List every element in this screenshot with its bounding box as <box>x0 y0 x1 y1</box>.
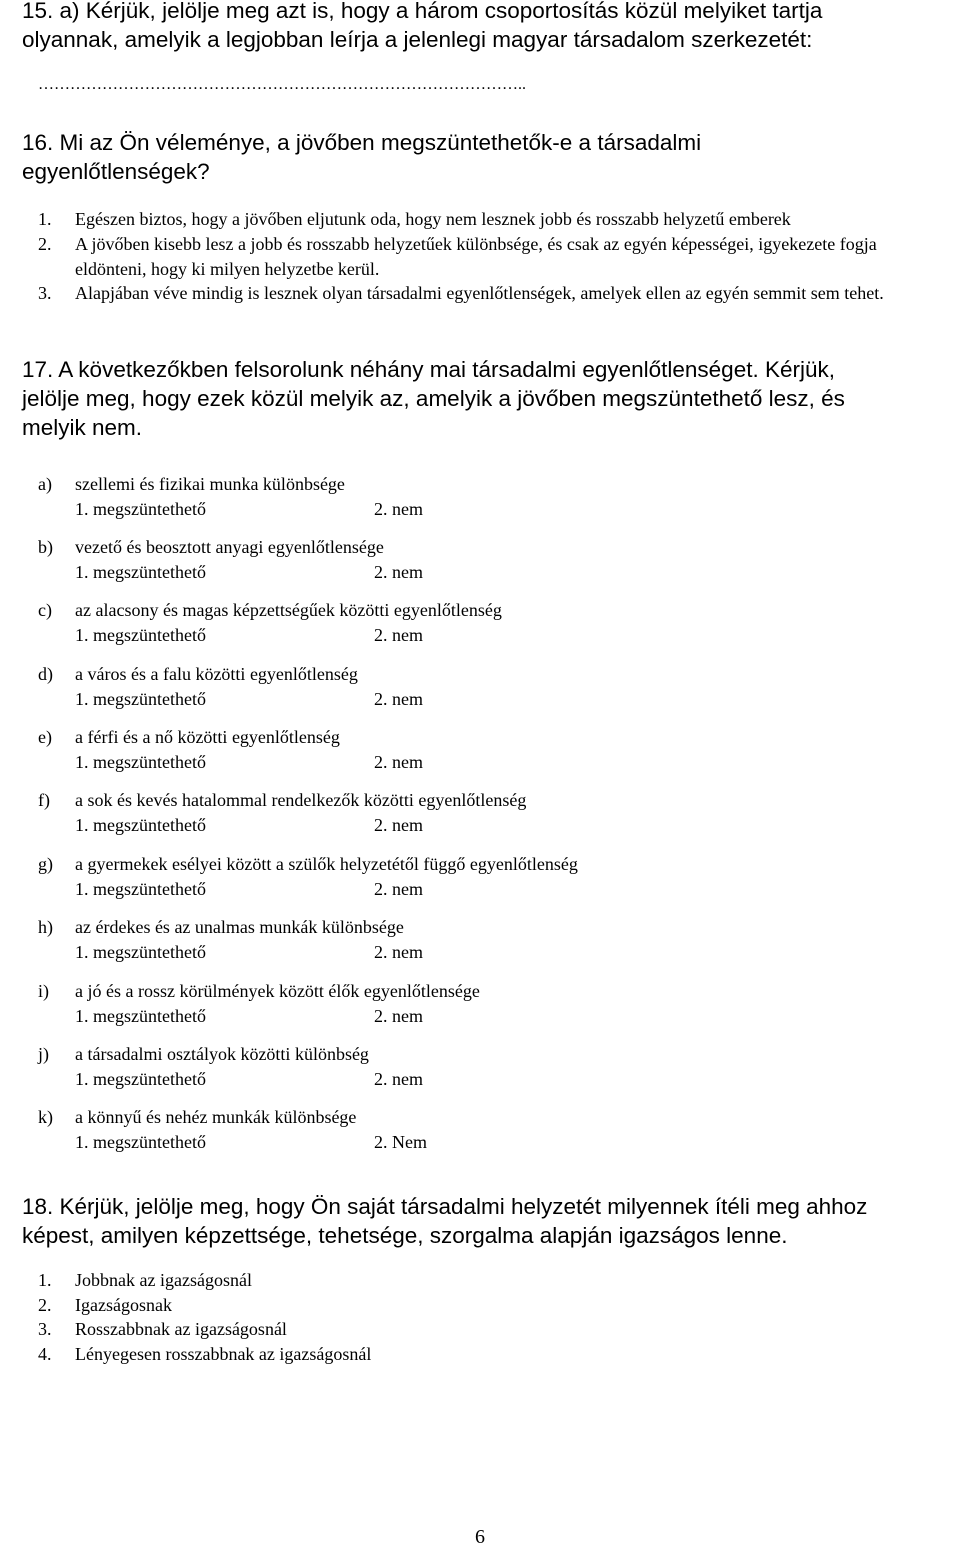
q17-item-g <box>38 852 838 902</box>
question-16-line-1: 16. Mi az Ön véleménye, a jövőben megszüntethetők-e a társadalmi <box>22 130 702 155</box>
option-text: Jobbnak az igazságosnál <box>75 1270 252 1290</box>
item-text: a társadalmi osztályok közötti különbség <box>75 1044 369 1064</box>
answer-option-2[interactable]: 2. nem <box>374 878 423 899</box>
option-text: Lényegesen rosszabbnak az igazságosnál <box>75 1344 372 1364</box>
item-label: i) <box>38 981 49 1001</box>
question-16-line-2: egyenlőtlenségek? <box>22 159 210 184</box>
answer-option-2[interactable]: 2. nem <box>374 498 423 519</box>
q17-item-h <box>38 915 838 965</box>
q17-item-k <box>38 1105 838 1155</box>
item-text: a város és a falu közötti egyenlőtlenség <box>75 664 358 684</box>
question-17-line-2: jelölje meg, hogy ezek közül melyik az, amelyik a jövőben megszüntethető lesz, és <box>22 386 845 411</box>
answer-option-1[interactable]: 1. megszüntethető <box>75 498 206 519</box>
item-text: a jó és a rossz körülmények között élők egyenlőtlensége <box>75 981 480 1001</box>
option-text: Igazságosnak <box>75 1295 172 1315</box>
question-15-line-1: 15. a) Kérjük, jelölje meg azt is, hogy a három csoportosítás közül melyiket tartja <box>22 0 823 23</box>
q16-option-1[interactable] <box>38 207 938 232</box>
question-18-line-2: képest, amilyen képzettsége, tehetsége, szorgalma alapján igazságos lenne. <box>22 1223 788 1248</box>
option-number: 2. <box>38 234 52 254</box>
q18-option-2[interactable] <box>38 1293 938 1318</box>
item-label: k) <box>38 1107 53 1127</box>
item-label: d) <box>38 664 53 684</box>
q17-item-d <box>38 662 838 712</box>
answer-option-1[interactable]: 1. megszüntethető <box>75 561 206 582</box>
answer-option-2[interactable]: 2. nem <box>374 688 423 709</box>
question-17-line-1: 17. A következőkben felsorolunk néhány mai társadalmi egyenlőtlenséget. Kérjük, <box>22 357 835 382</box>
q16-option-2[interactable] <box>38 232 938 281</box>
answer-option-1[interactable]: 1. megszüntethető <box>75 1068 206 1089</box>
item-text: az érdekes és az unalmas munkák különbsége <box>75 917 404 937</box>
answer-option-1[interactable]: 1. megszüntethető <box>75 624 206 645</box>
q18-option-1[interactable] <box>38 1268 938 1293</box>
answer-option-1[interactable]: 1. megszüntethető <box>75 688 206 709</box>
item-text: szellemi és fizikai munka különbsége <box>75 474 345 494</box>
q17-item-e <box>38 725 838 775</box>
item-label: c) <box>38 600 52 620</box>
question-17-line-3: melyik nem. <box>22 415 143 440</box>
item-text: az alacsony és magas képzettségűek közötti egyenlőtlenség <box>75 600 502 620</box>
answer-option-1[interactable]: 1. megszüntethető <box>75 751 206 772</box>
answer-option-2[interactable]: 2. Nem <box>374 1131 427 1152</box>
q17-item-f <box>38 788 838 838</box>
item-label: g) <box>38 854 53 874</box>
answer-option-2[interactable]: 2. nem <box>374 624 423 645</box>
answer-option-2[interactable]: 2. nem <box>374 814 423 835</box>
q18-option-4[interactable] <box>38 1342 938 1367</box>
question-16 <box>22 128 942 186</box>
answer-option-1[interactable]: 1. megszüntethető <box>75 941 206 962</box>
answer-option-1[interactable]: 1. megszüntethető <box>75 1005 206 1026</box>
option-number: 1. <box>38 209 52 229</box>
item-label: b) <box>38 537 53 557</box>
item-text: a könnyű és nehéz munkák különbsége <box>75 1107 357 1127</box>
question-17 <box>22 355 957 442</box>
answer-option-2[interactable]: 2. nem <box>374 1068 423 1089</box>
item-label: j) <box>38 1044 49 1064</box>
option-text: Egészen biztos, hogy a jövőben eljutunk oda, hogy nem lesznek jobb és rosszabb helyzetű emberek <box>75 209 791 229</box>
answer-option-2[interactable]: 2. nem <box>374 941 423 962</box>
item-text: a sok és kevés hatalommal rendelkezők közötti egyenlőtlenség <box>75 790 527 810</box>
answer-option-1[interactable]: 1. megszüntethető <box>75 1131 206 1152</box>
q17-item-a <box>38 472 838 522</box>
item-label: a) <box>38 474 52 494</box>
option-number: 2. <box>38 1295 52 1315</box>
answer-option-2[interactable]: 2. nem <box>374 751 423 772</box>
answer-option-2[interactable]: 2. nem <box>374 1005 423 1026</box>
item-label: f) <box>38 790 50 810</box>
item-label: h) <box>38 917 53 937</box>
item-label: e) <box>38 727 52 747</box>
q17-item-j <box>38 1042 838 1092</box>
option-text: Alapjában véve mindig is lesznek olyan társadalmi egyenlőtlenségek, amelyek ellen az egyén semmit sem tehet. <box>75 283 884 303</box>
page-number: 6 <box>475 1526 485 1548</box>
option-number: 4. <box>38 1344 52 1364</box>
option-text: A jövőben kisebb lesz a jobb és rosszabb helyzetűek különbsége, és csak az egyén képességei, igyekezete fogja eldönteni, hogy ki milyen helyzetbe kerül. <box>75 234 877 279</box>
answer-option-2[interactable]: 2. nem <box>374 561 423 582</box>
item-text: a gyermekek esélyei között a szülők helyzetétől függő egyenlőtlenség <box>75 854 578 874</box>
q17-item-b <box>38 535 838 585</box>
option-number: 3. <box>38 283 52 303</box>
answer-option-1[interactable]: 1. megszüntethető <box>75 814 206 835</box>
answer-option-1[interactable]: 1. megszüntethető <box>75 878 206 899</box>
question-18 <box>22 1192 957 1250</box>
option-number: 1. <box>38 1270 52 1290</box>
answer-dotted-line: ……………………………………………………………………………….. <box>38 76 526 93</box>
question-15-line-2: olyannak, amelyik a legjobban leírja a jelenlegi magyar társadalom szerkezetét: <box>22 27 813 52</box>
q17-item-c <box>38 598 838 648</box>
q18-option-3[interactable] <box>38 1317 938 1342</box>
question-18-line-1: 18. Kérjük, jelölje meg, hogy Ön saját társadalmi helyzetét milyennek ítéli meg ahhoz <box>22 1194 868 1219</box>
q17-item-i <box>38 979 838 1029</box>
item-text: a férfi és a nő közötti egyenlőtlenség <box>75 727 340 747</box>
q16-option-3[interactable] <box>38 281 938 306</box>
option-number: 3. <box>38 1319 52 1339</box>
option-text: Rosszabbnak az igazságosnál <box>75 1319 287 1339</box>
item-text: vezető és beosztott anyagi egyenlőtlensége <box>75 537 384 557</box>
question-15 <box>22 0 942 54</box>
